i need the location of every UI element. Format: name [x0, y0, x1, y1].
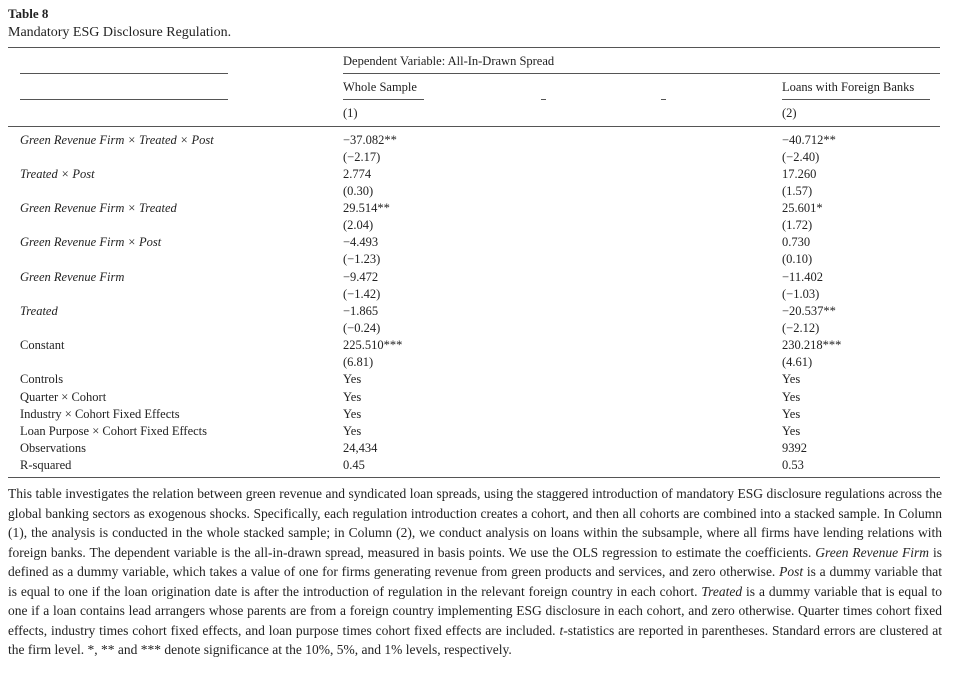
cell-col2: 9392	[782, 441, 807, 455]
note-text-1: This table investigates the relation between green revenue and syndicated loan spreads, using the staggered introduction of mandatory ESG disclosure regulations across the global banking sectors as exogenous shocks. Specifically, each regulation introduction creates a cohort, and then all cohorts are combined into a stacked sample. In Column (1), the analysis is conducted in the whole stacked sample; in Column (2), we conduct analysis on loans within the subsample, where all firms have lending relations with foreign banks. The dependent variable is the all-in-drawn spread, measured in basis points. We use the OLS regression to estimate the coefficients.	[8, 486, 942, 560]
cell-col2: Yes	[782, 424, 801, 438]
cell-col2: (4.61)	[782, 355, 813, 369]
cell-col2: 17.260	[782, 167, 817, 181]
row-label: Loan Purpose × Cohort Fixed Effects	[20, 424, 207, 438]
row-label: Industry × Cohort Fixed Effects	[20, 407, 180, 421]
table-subtitle: Mandatory ESG Disclosure Regulation.	[8, 25, 232, 40]
row-label: Green Revenue Firm × Treated × Post	[20, 133, 214, 147]
cell-col1: −37.082**	[343, 133, 397, 147]
col2-number: (2)	[782, 106, 797, 120]
cell-col1: −1.865	[343, 304, 379, 318]
note-text-2: is defined as a dummy variable, which takes a value of one for firms generating revenue from green products and services, and zero otherwise.	[8, 544, 942, 579]
cell-col1: (−1.23)	[343, 252, 381, 266]
table-bottom-rule	[8, 477, 940, 478]
col-gap-mark-2	[661, 99, 666, 100]
cell-col1: 225.510***	[343, 338, 403, 352]
cell-col2: (0.10)	[782, 252, 813, 266]
row-label: Treated × Post	[20, 167, 95, 181]
stub-rule-1	[20, 73, 228, 74]
row-label: Quarter × Cohort	[20, 390, 107, 404]
cell-col2: 230.218***	[782, 338, 842, 352]
row-label: R-squared	[20, 458, 72, 472]
cell-col2: 25.601*	[782, 201, 823, 215]
cell-col2: (−2.40)	[782, 150, 820, 164]
col1-rule	[343, 99, 424, 100]
note-var-green-revenue-firm: Green Revenue Firm	[815, 544, 930, 560]
row-label: Controls	[20, 372, 64, 386]
note-var-post: Post	[779, 564, 804, 579]
col-gap-mark-1	[541, 99, 546, 100]
cell-col2: −20.537**	[782, 304, 836, 318]
cell-col1: −4.493	[343, 235, 379, 249]
table-title: Table 8	[8, 6, 49, 21]
cell-col1: (−0.24)	[343, 321, 381, 335]
col1-number: (1)	[343, 106, 358, 120]
cell-col1: (2.04)	[343, 218, 374, 232]
cell-col1: (0.30)	[343, 184, 374, 198]
cell-col1: 24,434	[343, 441, 378, 455]
cell-col2: (−2.12)	[782, 321, 820, 335]
cell-col1: −9.472	[343, 270, 379, 284]
cell-col1: Yes	[343, 372, 362, 386]
row-label: Green Revenue Firm × Treated	[20, 201, 177, 215]
note-text-5: -statistics are reported in parentheses. Standard errors are clustered at the firm level. *, ** and *** denote significance at the 10%, 5%, and 1% levels, respectively.	[8, 622, 943, 657]
cell-col1: Yes	[343, 390, 362, 404]
top-rule	[8, 47, 940, 48]
cell-col2: 0.730	[782, 235, 811, 249]
row-label: Treated	[20, 304, 58, 318]
cell-col2: (−1.03)	[782, 287, 820, 301]
header-bottom-rule	[8, 126, 940, 127]
note-var-t: t	[559, 622, 564, 638]
cell-col2: 0.53	[782, 458, 804, 472]
col1-header: Whole Sample	[343, 80, 417, 94]
row-label: Constant	[20, 338, 65, 352]
col2-header: Loans with Foreign Banks	[782, 80, 915, 94]
cell-col1: (6.81)	[343, 355, 374, 369]
col2-rule	[782, 99, 930, 100]
note-text-4: is a dummy variable that is equal to one if a loan contains lead arrangers whose parents are from a foreign country implementing ESG disclosure in each cohort, and zero otherwise. Quarter times cohort fixed effects, industry times cohort fixed effects, and loan purpose times cohort fixed effects are included.	[8, 583, 942, 638]
dependent-variable-label: Dependent Variable: All-In-Drawn Spread	[343, 54, 555, 68]
cell-col1: Yes	[343, 407, 362, 421]
cell-col2: −11.402	[782, 270, 823, 284]
cell-col1: 29.514**	[343, 201, 390, 215]
table-note	[8, 484, 942, 660]
stub-rule-2	[20, 99, 228, 100]
note-var-treated: Treated	[701, 583, 743, 599]
note-text-3: is a dummy variable that is equal to one if the loan origination date is after the introduction of regulation in the relevant foreign country in each cohort.	[8, 564, 942, 599]
dv-rule	[343, 73, 940, 74]
row-label: Green Revenue Firm × Post	[20, 235, 162, 249]
cell-col1: 0.45	[343, 458, 365, 472]
cell-col2: Yes	[782, 407, 801, 421]
cell-col1: (−1.42)	[343, 287, 381, 301]
cell-col1: 2.774	[343, 167, 372, 181]
cell-col2: Yes	[782, 390, 801, 404]
cell-col1: (−2.17)	[343, 150, 381, 164]
row-label: Green Revenue Firm	[20, 270, 125, 284]
cell-col2: (1.72)	[782, 218, 813, 232]
cell-col2: −40.712**	[782, 133, 836, 147]
cell-col2: (1.57)	[782, 184, 813, 198]
cell-col2: Yes	[782, 372, 801, 386]
cell-col1: Yes	[343, 424, 362, 438]
row-label: Observations	[20, 441, 86, 455]
